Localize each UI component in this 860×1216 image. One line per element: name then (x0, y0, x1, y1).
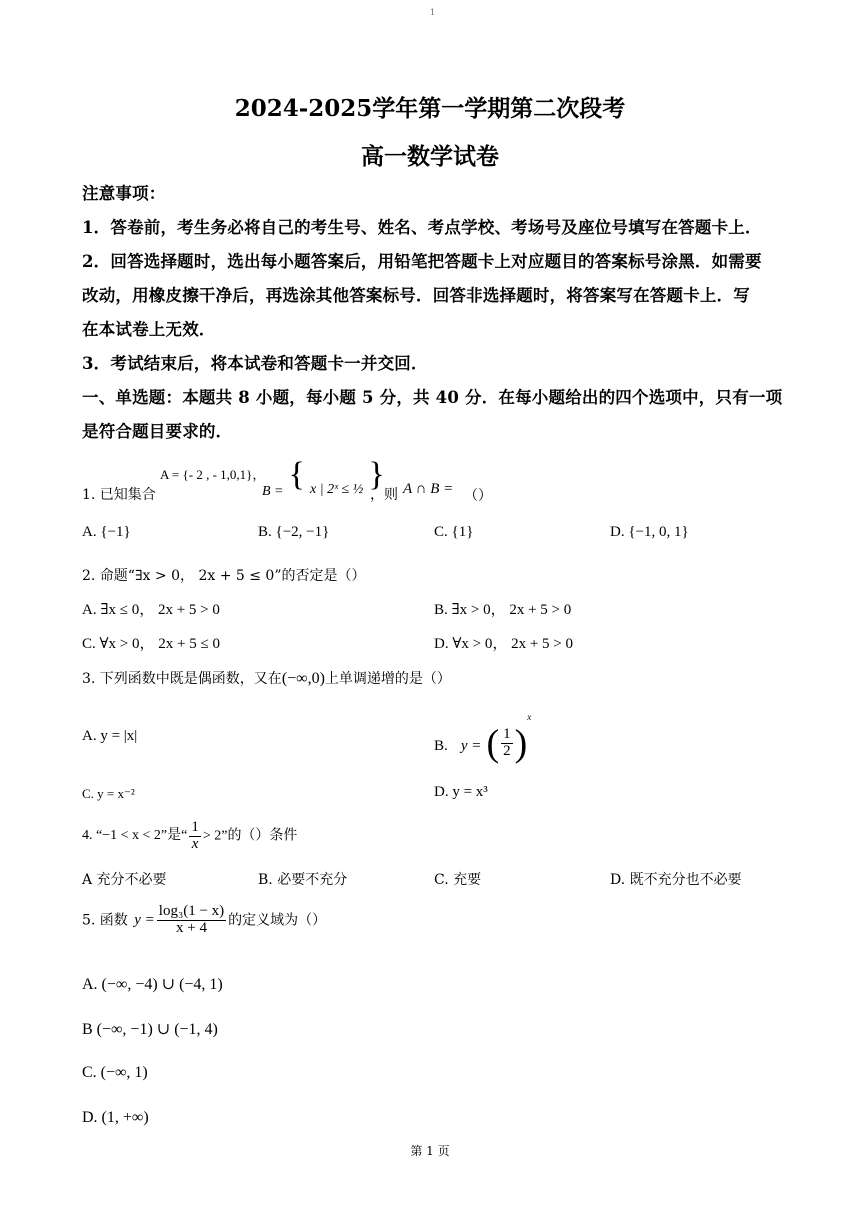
note-1: 1．答卷前，考生务必将自己的考生号、姓名、考点学校、考场号及座位号填写在答题卡上． (82, 218, 762, 237)
q4-option-c: C. 充要 (434, 872, 482, 888)
q1-set-b-condition: x | 2ˣ ≤ ½ (310, 482, 364, 497)
q5-stem-post: 的定义域为（） (228, 912, 327, 929)
q5-lhs: y = (134, 912, 155, 929)
q4-stem (82, 820, 297, 853)
q1-prefix: 1. 已知集合 (82, 487, 156, 503)
q1-set-b (262, 452, 385, 498)
q3-option-b-numerator: 1 (503, 726, 511, 743)
q1-set-b-close-brace: } (368, 456, 385, 493)
note-2-line1: 2．回答选择题时，选出每小题答案后，用铅笔把答题卡上对应题目的答案标号涂黑．如需要 (82, 252, 762, 271)
q3-interval: (−∞,0) (281, 670, 325, 687)
q5-option-a: A. (−∞, −4) ∪ (−4, 1) (82, 976, 223, 993)
q5-fraction (157, 904, 226, 937)
q1-option-d: D. {−1, 0, 1} (610, 524, 689, 540)
q5-option-c: C. (−∞, 1) (82, 1064, 148, 1081)
q4-denominator: x (191, 835, 199, 852)
q5-option-b: B (−∞, −1) ∪ (−1, 4) (82, 1021, 218, 1038)
q3-option-c: C. y = x⁻² (82, 786, 135, 801)
notes-heading: 注意事项： (82, 184, 166, 203)
q4-stem-pre: 4. “−1 < x < 2”是“ (82, 828, 188, 844)
q3-option-d: D. y = x³ (434, 784, 488, 800)
q2-option-c: C. ∀x > 0， 2x + 5 ≤ 0 (82, 636, 220, 652)
q1-set-b-open-brace: { (288, 456, 305, 493)
section-heading-line1: 一、单选题：本题共 8 小题，每小题 5 分，共 40 分．在每小题给出的四个选项中，只有一项 (82, 388, 783, 407)
q3-stem-post: 上单调递增的是（） (324, 671, 451, 687)
q1-set-b-label: B = (262, 484, 284, 499)
exam-title: 2024-2025学年第一学期第二次段考 (234, 95, 626, 122)
q3-option-a: A. y = |x| (82, 728, 138, 744)
q3-option-b-lhs: y = (460, 738, 482, 754)
section-heading-line2: 是符合题目要求的． (82, 422, 233, 441)
q1-connector: ，则 (370, 487, 398, 503)
q4-option-b: B. 必要不充分 (258, 872, 348, 888)
q3-option-b-open-paren: ( (486, 722, 500, 765)
q2-option-a: A. ∃x ≤ 0， 2x + 5 > 0 (82, 602, 220, 618)
q1-blank: （） (464, 488, 492, 504)
q5-stem-pre: 5. 函数 (82, 912, 128, 929)
q4-stem-post: > 2”的（）条件 (202, 828, 298, 844)
q5-denominator: x + 4 (175, 919, 207, 936)
q3-stem-pre: 3. 下列函数中既是偶函数，又在 (82, 671, 282, 687)
page-footer: 第 1 页 (410, 1144, 450, 1158)
q2-stem: 2. 命题“∃x > 0， 2x + 5 ≤ 0”的否定是（） (82, 568, 366, 584)
q4-numerator: 1 (191, 819, 199, 835)
q1-option-b: B. {−2, −1} (258, 524, 330, 540)
q1-expression: A ∩ B = (403, 481, 454, 497)
q1-set-a: A = {- 2 , - 1,0,1}， (160, 467, 266, 482)
q3-option-b (434, 712, 531, 766)
note-3: 3．考试结束后，将本试卷和答题卡一并交回． (82, 354, 428, 373)
q3-option-b-close-paren: ) (514, 722, 528, 765)
note-2-line3: 在本试卷上无效． (82, 320, 216, 339)
q3-option-b-label: B. (434, 738, 448, 754)
q5-stem (82, 904, 326, 937)
q1-option-c: C. {1} (434, 524, 474, 540)
q2-option-d: D. ∀x > 0， 2x + 5 > 0 (434, 636, 574, 652)
q4-option-d: D. 既不充分也不必要 (610, 872, 742, 888)
q3-option-b-fraction (501, 727, 513, 760)
q3-option-b-exponent: x (527, 712, 532, 722)
q3-option-b-denominator: 2 (503, 743, 511, 759)
q4-fraction (189, 820, 201, 853)
q4-option-a: A 充分不必要 (82, 872, 167, 888)
note-2-line2: 改动，用橡皮擦干净后，再选涂其他答案标号．回答非选择题时，将答案写在答题卡上．写 (82, 286, 750, 305)
q5-option-d: D. (1, +∞) (82, 1109, 149, 1126)
q5-numerator: log₃(1 − x) (158, 903, 225, 919)
page-mark: 1 (430, 8, 436, 17)
q2-option-b: B. ∃x > 0， 2x + 5 > 0 (434, 602, 572, 618)
q3-stem (82, 668, 451, 688)
exam-subtitle: 高一数学试卷 (361, 143, 499, 170)
q1-option-a: A. {−1} (82, 524, 131, 540)
